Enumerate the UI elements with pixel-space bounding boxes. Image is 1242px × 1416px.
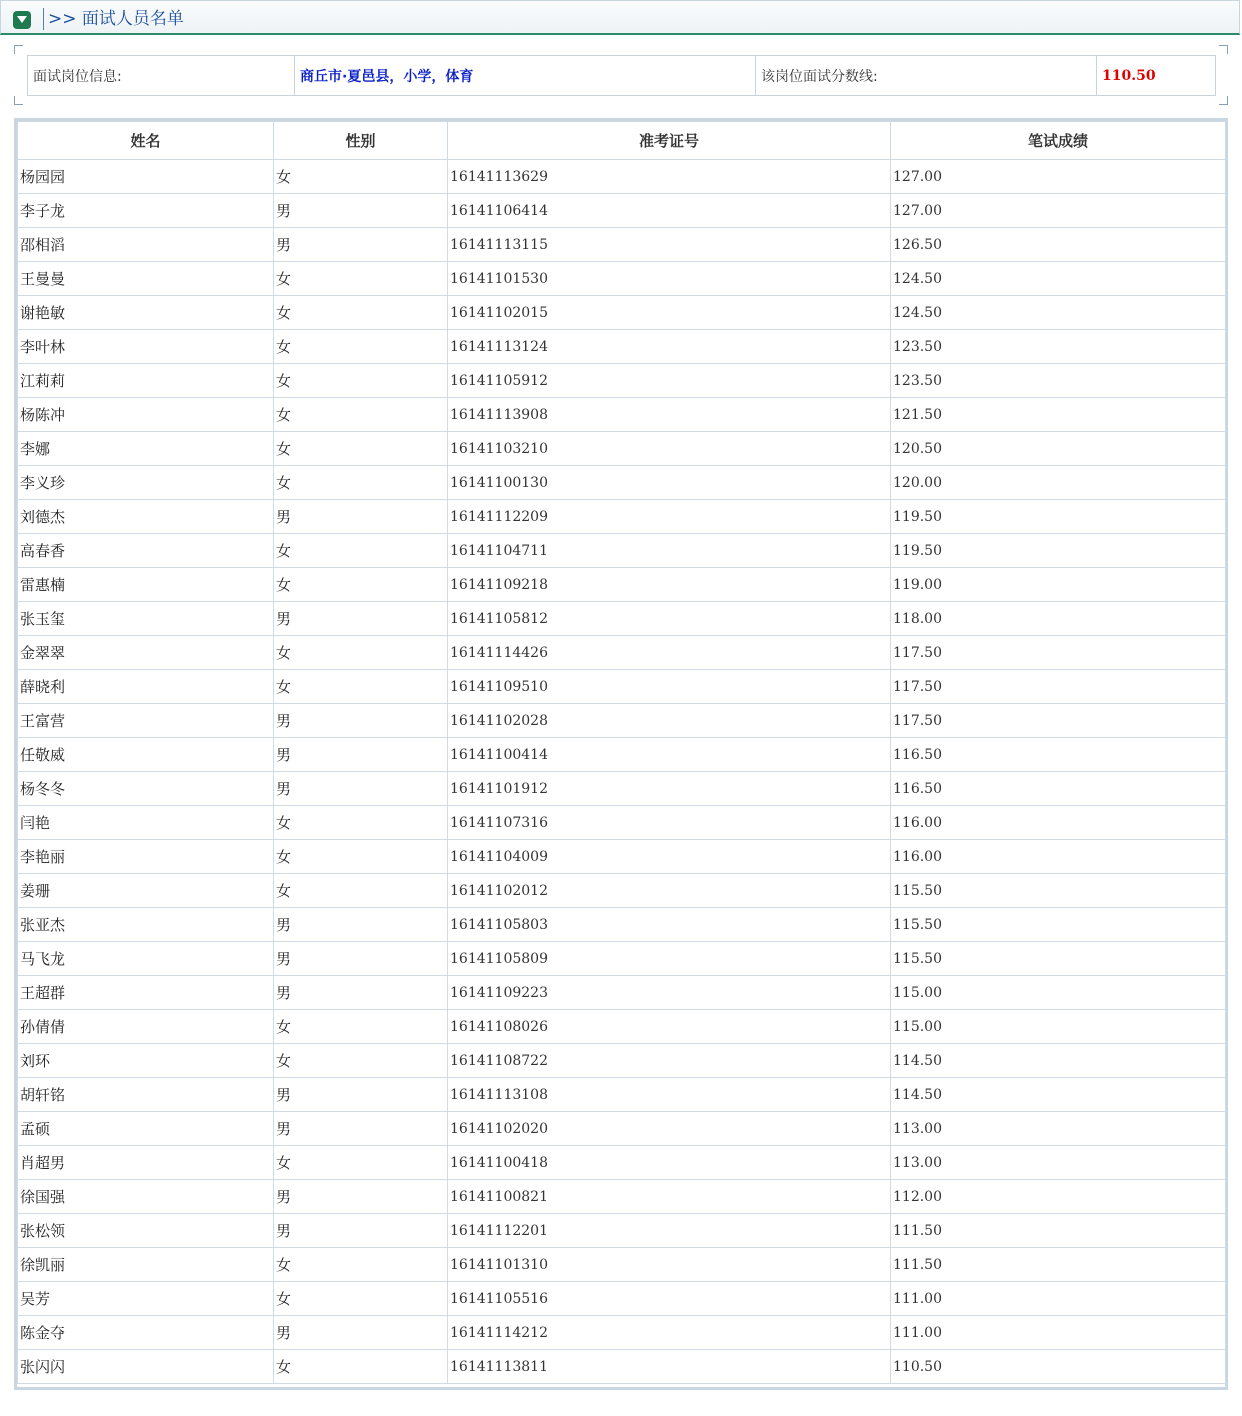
table-row bbox=[18, 1282, 1226, 1316]
cell-written-score: 124.50 bbox=[891, 262, 1226, 296]
table-row bbox=[18, 568, 1226, 602]
cell-ticket-number: 16141108026 bbox=[448, 1010, 891, 1044]
cell-written-score: 116.50 bbox=[891, 738, 1226, 772]
cell-written-score: 111.50 bbox=[891, 1248, 1226, 1282]
cell-gender: 女 bbox=[274, 364, 448, 398]
position-info-value: 商丘市·夏邑县，小学，体育 bbox=[295, 56, 756, 96]
cell-written-score: 117.50 bbox=[891, 670, 1226, 704]
cell-written-score: 115.00 bbox=[891, 976, 1226, 1010]
cell-written-score: 121.50 bbox=[891, 398, 1226, 432]
cell-ticket-number: 16141108722 bbox=[448, 1044, 891, 1078]
table-row bbox=[18, 160, 1226, 194]
cell-ticket-number: 16141106414 bbox=[448, 194, 891, 228]
cell-name: 雷惠楠 bbox=[18, 568, 274, 602]
table-row bbox=[18, 432, 1226, 466]
cell-written-score: 112.00 bbox=[891, 1180, 1226, 1214]
cell-gender: 女 bbox=[274, 296, 448, 330]
cell-ticket-number: 16141105912 bbox=[448, 364, 891, 398]
cell-written-score: 120.00 bbox=[891, 466, 1226, 500]
cell-gender: 女 bbox=[274, 1282, 448, 1316]
cell-gender: 女 bbox=[274, 262, 448, 296]
cell-gender: 男 bbox=[274, 1112, 448, 1146]
cell-name: 胡轩铭 bbox=[18, 1078, 274, 1112]
cell-name: 孙倩倩 bbox=[18, 1010, 274, 1044]
cell-written-score: 123.50 bbox=[891, 364, 1226, 398]
cell-ticket-number: 16141100821 bbox=[448, 1180, 891, 1214]
table-row bbox=[18, 228, 1226, 262]
chevron-down-icon[interactable] bbox=[13, 11, 31, 29]
cell-written-score: 111.50 bbox=[891, 1214, 1226, 1248]
cell-gender: 男 bbox=[274, 500, 448, 534]
cell-gender: 男 bbox=[274, 738, 448, 772]
cell-gender: 女 bbox=[274, 806, 448, 840]
table-row bbox=[18, 1010, 1226, 1044]
column-header-gender: 性别 bbox=[274, 122, 448, 160]
cell-ticket-number: 16141113108 bbox=[448, 1078, 891, 1112]
table-row bbox=[18, 908, 1226, 942]
cell-gender: 男 bbox=[274, 194, 448, 228]
table-row bbox=[18, 1316, 1226, 1350]
cell-name: 王超群 bbox=[18, 976, 274, 1010]
cell-name: 张闪闪 bbox=[18, 1350, 274, 1384]
cell-ticket-number: 16141101912 bbox=[448, 772, 891, 806]
cell-gender: 女 bbox=[274, 1146, 448, 1180]
cell-ticket-number: 16141114212 bbox=[448, 1316, 891, 1350]
cell-ticket-number: 16141100418 bbox=[448, 1146, 891, 1180]
table-row bbox=[18, 262, 1226, 296]
cell-name: 杨冬冬 bbox=[18, 772, 274, 806]
table-row bbox=[18, 976, 1226, 1010]
table-row bbox=[18, 942, 1226, 976]
frame-corner bbox=[1219, 96, 1228, 105]
cell-gender: 女 bbox=[274, 568, 448, 602]
cell-ticket-number: 16141105812 bbox=[448, 602, 891, 636]
cell-written-score: 118.00 bbox=[891, 602, 1226, 636]
cell-name: 薛晓利 bbox=[18, 670, 274, 704]
cell-name: 吴芳 bbox=[18, 1282, 274, 1316]
cell-ticket-number: 16141104009 bbox=[448, 840, 891, 874]
cell-gender: 男 bbox=[274, 704, 448, 738]
cell-gender: 男 bbox=[274, 602, 448, 636]
table-row bbox=[18, 1248, 1226, 1282]
table-row bbox=[18, 1350, 1226, 1384]
cell-written-score: 119.00 bbox=[891, 568, 1226, 602]
cell-name: 李娜 bbox=[18, 432, 274, 466]
cell-gender: 女 bbox=[274, 1010, 448, 1044]
cell-written-score: 115.00 bbox=[891, 1010, 1226, 1044]
column-header-name: 姓名 bbox=[18, 122, 274, 160]
cell-written-score: 126.50 bbox=[891, 228, 1226, 262]
table-row bbox=[18, 636, 1226, 670]
cell-written-score: 116.00 bbox=[891, 806, 1226, 840]
cell-ticket-number: 16141104711 bbox=[448, 534, 891, 568]
cell-written-score: 114.50 bbox=[891, 1078, 1226, 1112]
table-row bbox=[18, 1112, 1226, 1146]
cell-name: 张松领 bbox=[18, 1214, 274, 1248]
table-row bbox=[18, 466, 1226, 500]
column-header-ticket-number: 准考证号 bbox=[448, 122, 891, 160]
table-row bbox=[18, 364, 1226, 398]
table-row bbox=[18, 1146, 1226, 1180]
cell-name: 张玉玺 bbox=[18, 602, 274, 636]
cell-ticket-number: 16141113811 bbox=[448, 1350, 891, 1384]
cell-written-score: 114.50 bbox=[891, 1044, 1226, 1078]
cell-gender: 男 bbox=[274, 772, 448, 806]
cell-written-score: 116.00 bbox=[891, 840, 1226, 874]
cell-gender: 女 bbox=[274, 534, 448, 568]
cell-ticket-number: 16141113124 bbox=[448, 330, 891, 364]
cell-gender: 女 bbox=[274, 432, 448, 466]
cell-name: 徐凯丽 bbox=[18, 1248, 274, 1282]
frame-corner bbox=[14, 96, 23, 105]
table-row bbox=[18, 1044, 1226, 1078]
cell-written-score: 111.00 bbox=[891, 1282, 1226, 1316]
cell-written-score: 124.50 bbox=[891, 296, 1226, 330]
cell-name: 杨陈冲 bbox=[18, 398, 274, 432]
cell-ticket-number: 16141105516 bbox=[448, 1282, 891, 1316]
cell-name: 刘环 bbox=[18, 1044, 274, 1078]
cell-written-score: 117.50 bbox=[891, 704, 1226, 738]
cell-gender: 女 bbox=[274, 670, 448, 704]
cell-ticket-number: 16141113115 bbox=[448, 228, 891, 262]
cell-gender: 男 bbox=[274, 1316, 448, 1350]
cell-gender: 女 bbox=[274, 330, 448, 364]
cell-name: 王富营 bbox=[18, 704, 274, 738]
cell-ticket-number: 16141100130 bbox=[448, 466, 891, 500]
cell-ticket-number: 16141112201 bbox=[448, 1214, 891, 1248]
cell-gender: 女 bbox=[274, 466, 448, 500]
cell-gender: 女 bbox=[274, 636, 448, 670]
score-line-label: 该岗位面试分数线: bbox=[756, 56, 1097, 96]
cell-gender: 女 bbox=[274, 398, 448, 432]
table-row bbox=[18, 500, 1226, 534]
cell-name: 杨园园 bbox=[18, 160, 274, 194]
table-row bbox=[18, 738, 1226, 772]
cell-gender: 女 bbox=[274, 1350, 448, 1384]
cell-written-score: 115.50 bbox=[891, 942, 1226, 976]
cell-name: 姜珊 bbox=[18, 874, 274, 908]
cell-name: 刘德杰 bbox=[18, 500, 274, 534]
cell-ticket-number: 16141105809 bbox=[448, 942, 891, 976]
cell-ticket-number: 16141109218 bbox=[448, 568, 891, 602]
cell-gender: 男 bbox=[274, 1180, 448, 1214]
frame-corner bbox=[14, 45, 23, 54]
cell-written-score: 115.50 bbox=[891, 908, 1226, 942]
cell-name: 任敬威 bbox=[18, 738, 274, 772]
cell-written-score: 127.00 bbox=[891, 160, 1226, 194]
cell-gender: 男 bbox=[274, 1214, 448, 1248]
cell-ticket-number: 16141102028 bbox=[448, 704, 891, 738]
cell-ticket-number: 16141101530 bbox=[448, 262, 891, 296]
cell-name: 马飞龙 bbox=[18, 942, 274, 976]
cell-name: 李义珍 bbox=[18, 466, 274, 500]
title-bar bbox=[0, 0, 1240, 35]
cell-ticket-number: 16141113629 bbox=[448, 160, 891, 194]
cell-ticket-number: 16141103210 bbox=[448, 432, 891, 466]
cell-gender: 男 bbox=[274, 976, 448, 1010]
candidate-table bbox=[17, 121, 1226, 1384]
cell-name: 徐国强 bbox=[18, 1180, 274, 1214]
cell-gender: 女 bbox=[274, 874, 448, 908]
candidate-table-container bbox=[14, 118, 1228, 1390]
cell-gender: 男 bbox=[274, 1078, 448, 1112]
cell-ticket-number: 16141114426 bbox=[448, 636, 891, 670]
cell-written-score: 119.50 bbox=[891, 534, 1226, 568]
cell-name: 王曼曼 bbox=[18, 262, 274, 296]
cell-name: 高春香 bbox=[18, 534, 274, 568]
table-row bbox=[18, 1214, 1226, 1248]
cell-written-score: 123.50 bbox=[891, 330, 1226, 364]
cell-written-score: 116.50 bbox=[891, 772, 1226, 806]
score-line-value: 110.50 bbox=[1097, 56, 1216, 96]
table-row bbox=[18, 1180, 1226, 1214]
cell-ticket-number: 16141112209 bbox=[448, 500, 891, 534]
cell-ticket-number: 16141107316 bbox=[448, 806, 891, 840]
cell-written-score: 127.00 bbox=[891, 194, 1226, 228]
cell-ticket-number: 16141105803 bbox=[448, 908, 891, 942]
cell-ticket-number: 16141109223 bbox=[448, 976, 891, 1010]
cell-ticket-number: 16141102015 bbox=[448, 296, 891, 330]
cell-gender: 男 bbox=[274, 228, 448, 262]
table-row bbox=[18, 296, 1226, 330]
table-row bbox=[18, 840, 1226, 874]
cell-name: 李子龙 bbox=[18, 194, 274, 228]
cell-gender: 男 bbox=[274, 908, 448, 942]
table-row bbox=[18, 1078, 1226, 1112]
cell-gender: 女 bbox=[274, 1248, 448, 1282]
cell-ticket-number: 16141100414 bbox=[448, 738, 891, 772]
cell-ticket-number: 16141101310 bbox=[448, 1248, 891, 1282]
cell-name: 闫艳 bbox=[18, 806, 274, 840]
cell-written-score: 117.50 bbox=[891, 636, 1226, 670]
cell-name: 肖超男 bbox=[18, 1146, 274, 1180]
cell-name: 李艳丽 bbox=[18, 840, 274, 874]
cell-name: 金翠翠 bbox=[18, 636, 274, 670]
cell-written-score: 119.50 bbox=[891, 500, 1226, 534]
cell-ticket-number: 16141109510 bbox=[448, 670, 891, 704]
column-header-written-score: 笔试成绩 bbox=[891, 122, 1226, 160]
cell-name: 陈金夺 bbox=[18, 1316, 274, 1350]
cell-name: 张亚杰 bbox=[18, 908, 274, 942]
table-row bbox=[18, 398, 1226, 432]
table-row bbox=[18, 534, 1226, 568]
frame-corner bbox=[1219, 45, 1228, 54]
cell-ticket-number: 16141113908 bbox=[448, 398, 891, 432]
title-divider bbox=[43, 8, 44, 30]
table-row bbox=[18, 194, 1226, 228]
table-row bbox=[18, 874, 1226, 908]
table-row bbox=[18, 670, 1226, 704]
cell-written-score: 111.00 bbox=[891, 1316, 1226, 1350]
position-info-label: 面试岗位信息: bbox=[28, 56, 295, 96]
cell-written-score: 120.50 bbox=[891, 432, 1226, 466]
cell-name: 邵相滔 bbox=[18, 228, 274, 262]
position-info-table bbox=[27, 55, 1216, 96]
cell-written-score: 113.00 bbox=[891, 1146, 1226, 1180]
cell-written-score: 110.50 bbox=[891, 1350, 1226, 1384]
cell-gender: 女 bbox=[274, 160, 448, 194]
cell-name: 李叶林 bbox=[18, 330, 274, 364]
table-row bbox=[18, 602, 1226, 636]
table-row bbox=[18, 772, 1226, 806]
cell-ticket-number: 16141102012 bbox=[448, 874, 891, 908]
cell-written-score: 113.00 bbox=[891, 1112, 1226, 1146]
cell-gender: 女 bbox=[274, 840, 448, 874]
page-title: >> 面试人员名单 bbox=[48, 9, 184, 29]
cell-gender: 男 bbox=[274, 942, 448, 976]
table-row bbox=[18, 806, 1226, 840]
cell-name: 江莉莉 bbox=[18, 364, 274, 398]
table-row bbox=[18, 704, 1226, 738]
table-header-row bbox=[18, 122, 1226, 160]
cell-name: 孟硕 bbox=[18, 1112, 274, 1146]
table-row bbox=[18, 330, 1226, 364]
cell-written-score: 115.50 bbox=[891, 874, 1226, 908]
cell-gender: 女 bbox=[274, 1044, 448, 1078]
cell-name: 谢艳敏 bbox=[18, 296, 274, 330]
cell-ticket-number: 16141102020 bbox=[448, 1112, 891, 1146]
